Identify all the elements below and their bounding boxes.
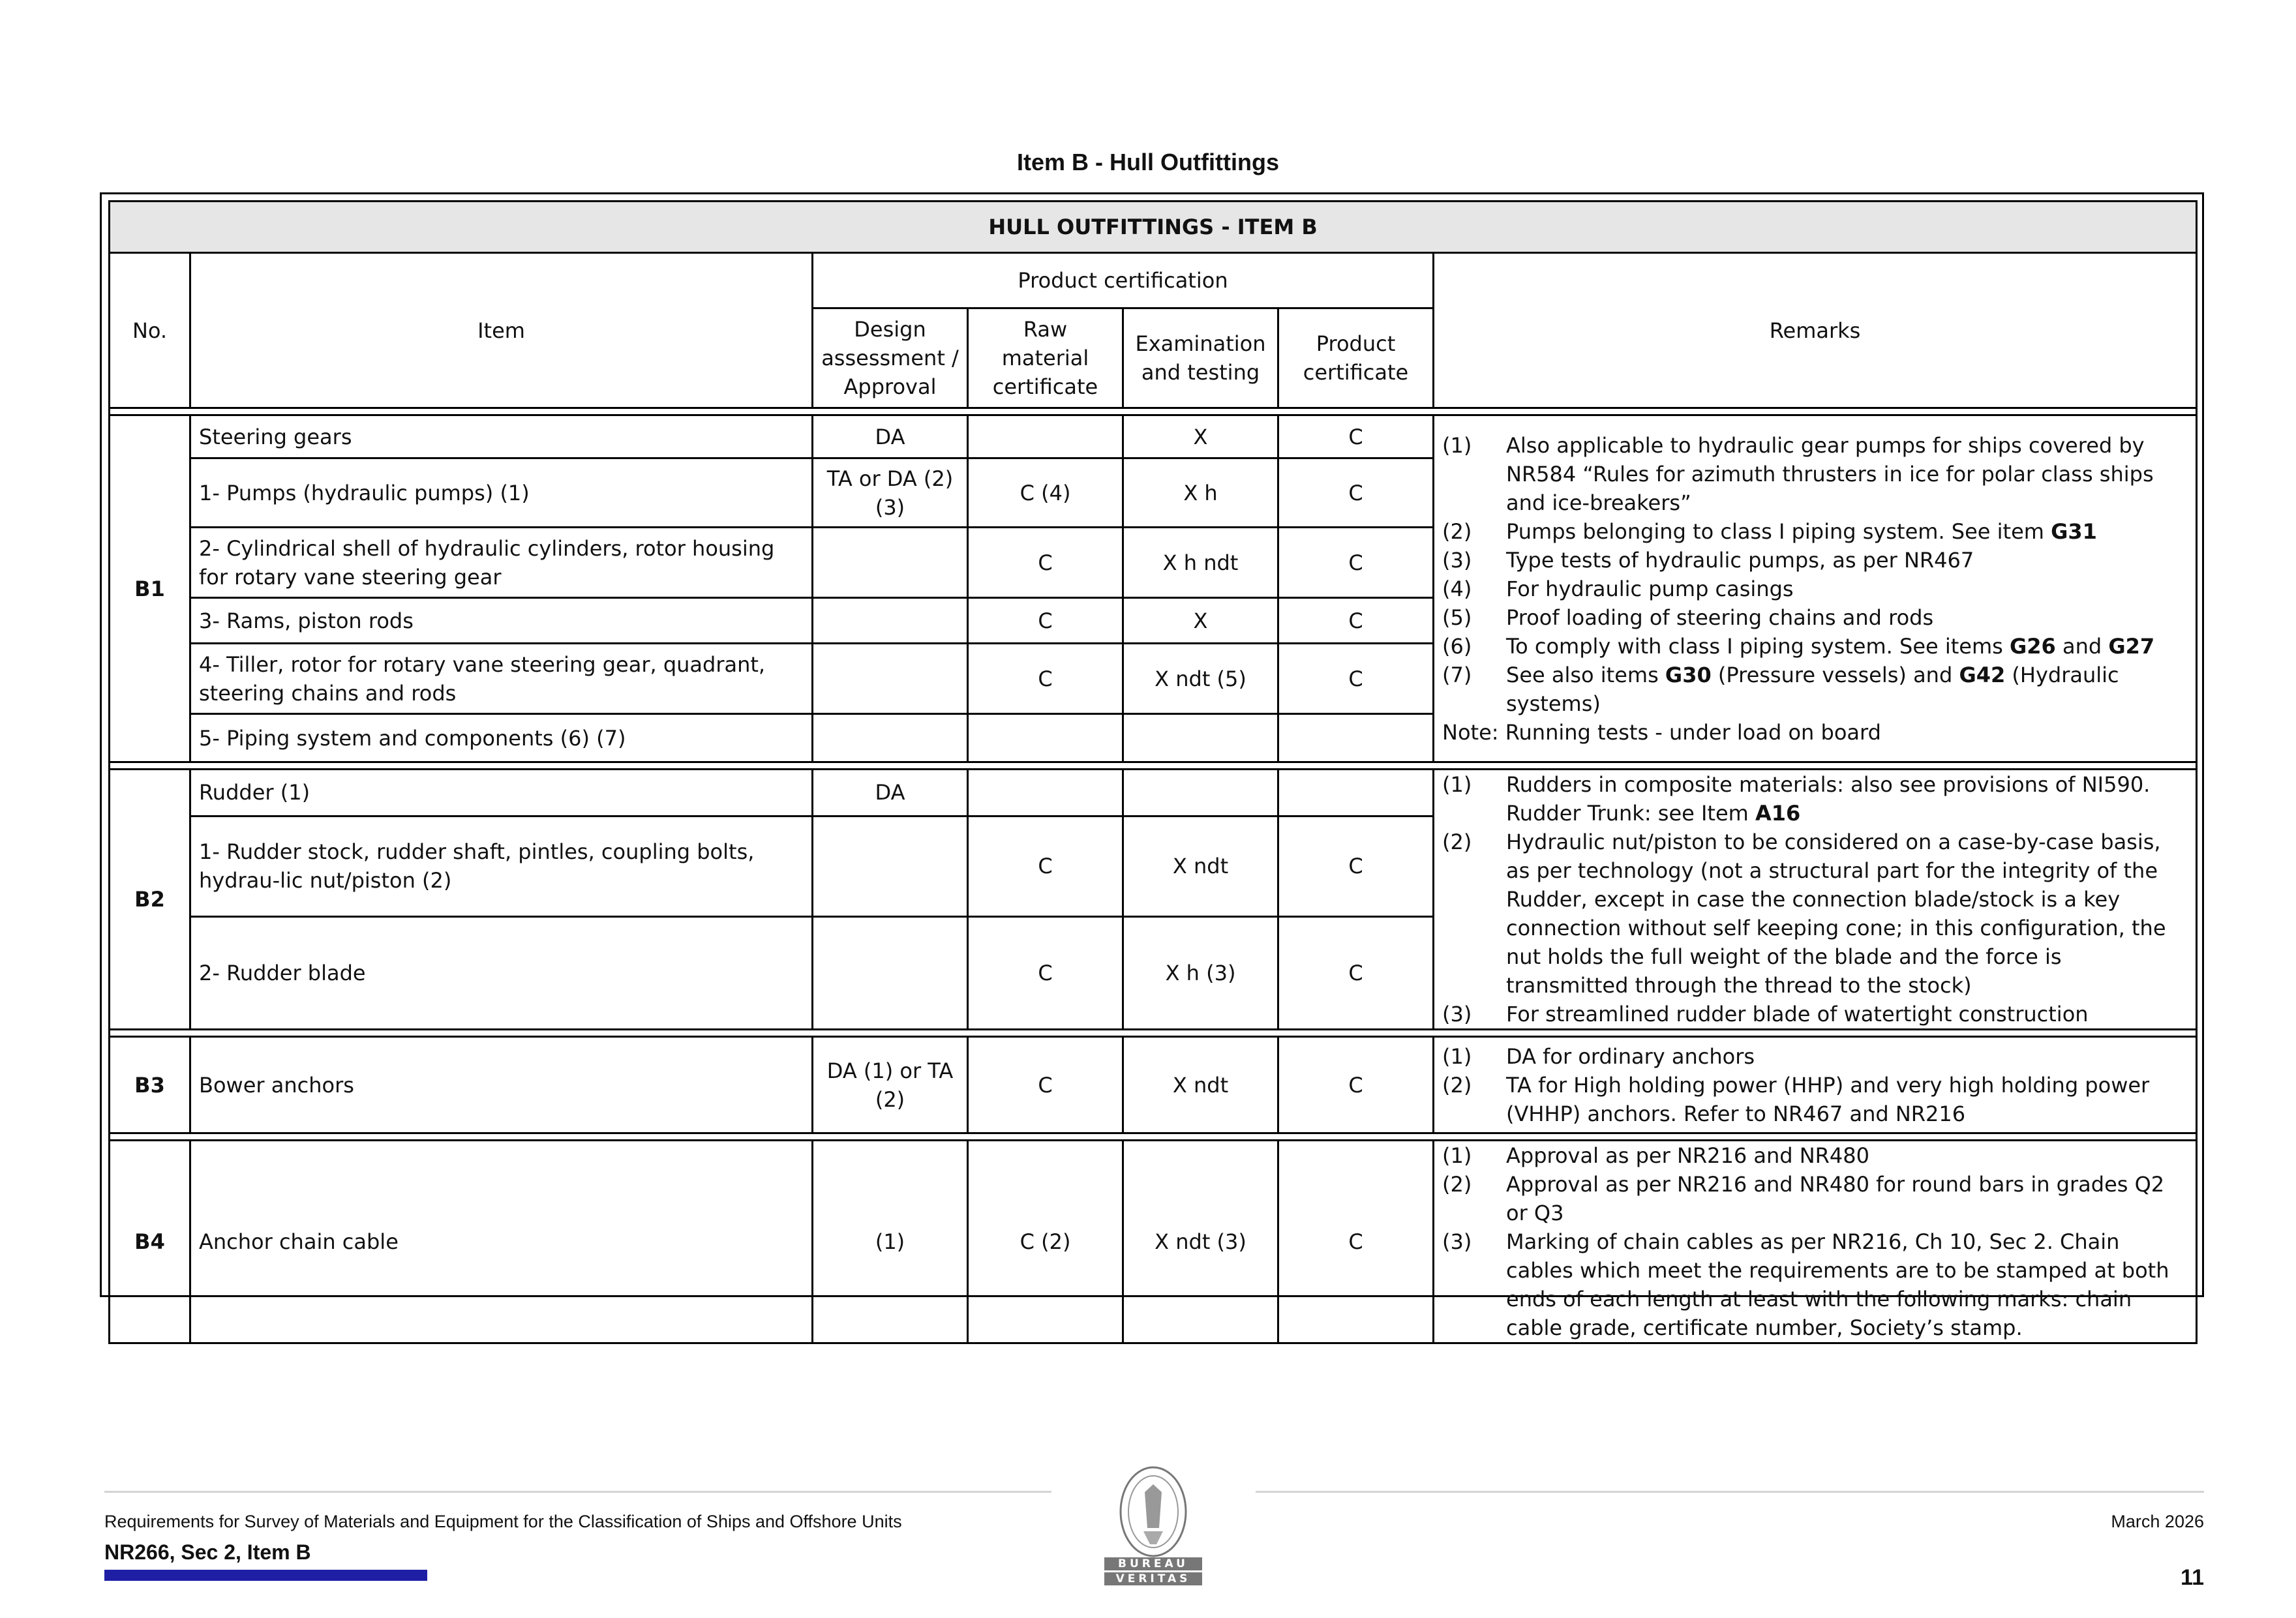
footer-date: March 2026 bbox=[2111, 1512, 2204, 1531]
item-cell: 1- Pumps (hydraulic pumps) (1) bbox=[190, 458, 813, 528]
remark-item bbox=[1442, 661, 2188, 718]
product-certificate-cell: C bbox=[1278, 816, 1434, 916]
raw-material-cell: C (4) bbox=[968, 458, 1123, 528]
raw-material-cell: C bbox=[968, 528, 1123, 598]
product-certificate-cell: C bbox=[1278, 1037, 1434, 1133]
remark-item-reference: G26 bbox=[2010, 633, 2056, 659]
remark-text-part: Rudders in composite materials: also see provisions of NI590. Rudder Trunk: see Item bbox=[1506, 772, 2151, 826]
remark-text-part: Type tests of hydraulic pumps, as per NR467 bbox=[1506, 547, 1974, 573]
product-certificate-cell bbox=[1278, 714, 1434, 762]
remark-text bbox=[1506, 1071, 2188, 1128]
examination-cell: X ndt bbox=[1123, 1037, 1278, 1133]
header-remarks: Remarks bbox=[1434, 253, 2197, 408]
examination-cell: X h bbox=[1123, 458, 1278, 528]
raw-material-cell: C bbox=[968, 1037, 1123, 1133]
remark-key: (2) bbox=[1442, 518, 1472, 544]
remark-item-reference: A16 bbox=[1755, 801, 1801, 826]
table-row bbox=[110, 1037, 2197, 1133]
examination-cell: X bbox=[1123, 598, 1278, 644]
remark-text bbox=[1506, 1000, 2188, 1028]
remark-text bbox=[1506, 1170, 2188, 1227]
examination-cell: X ndt (5) bbox=[1123, 644, 1278, 714]
remark-text-part: TA for High holding power (HHP) and very high holding power (VHHP) anchors. Refer to NR467 and NR216 bbox=[1506, 1072, 2150, 1126]
table-row bbox=[110, 770, 2197, 816]
group-separator bbox=[110, 408, 2197, 415]
design-cell bbox=[813, 528, 968, 598]
remark-item bbox=[1442, 1071, 2188, 1128]
remarks-list bbox=[1442, 431, 2188, 747]
remark-item bbox=[1442, 1227, 2188, 1342]
remark-key: (1) bbox=[1442, 432, 1472, 458]
remark-text bbox=[1506, 828, 2188, 1000]
remark-item-reference: G27 bbox=[2108, 633, 2155, 659]
remark-item-reference: G42 bbox=[1959, 662, 2006, 687]
design-cell: DA bbox=[813, 770, 968, 816]
remark-item bbox=[1442, 603, 2188, 632]
item-cell: Steering gears bbox=[190, 415, 813, 458]
header-item: Item bbox=[190, 253, 813, 408]
remark-text bbox=[1506, 517, 2188, 546]
remark-key: (3) bbox=[1442, 547, 1472, 573]
remark-item bbox=[1442, 1042, 2188, 1071]
item-cell: 2- Rudder blade bbox=[190, 916, 813, 1030]
remark-item bbox=[1442, 1170, 2188, 1227]
logo-word-2: VERITAS bbox=[1104, 1572, 1202, 1585]
remark-item-reference: G31 bbox=[2051, 518, 2097, 544]
remarks-list bbox=[1442, 1141, 2188, 1342]
footer-reference: NR266, Sec 2, Item B bbox=[104, 1540, 311, 1564]
examination-cell bbox=[1123, 714, 1278, 762]
header-raw-material: Raw material certificate bbox=[968, 308, 1123, 408]
product-certificate-cell: C bbox=[1278, 916, 1434, 1030]
item-cell: Bower anchors bbox=[190, 1037, 813, 1133]
remark-key: (6) bbox=[1442, 633, 1472, 659]
remark-text bbox=[1506, 1141, 2188, 1170]
remark-text bbox=[1506, 546, 2188, 575]
raw-material-cell bbox=[968, 714, 1123, 762]
remark-key: (1) bbox=[1442, 1043, 1472, 1069]
remark-text-part: For hydraulic pump casings bbox=[1506, 576, 1794, 601]
remark-item bbox=[1442, 431, 2188, 517]
raw-material-cell: C bbox=[968, 816, 1123, 916]
remark-key: (2) bbox=[1442, 1072, 1472, 1098]
remarks-list bbox=[1442, 770, 2188, 1028]
remark-text-part: (Pressure vessels) and bbox=[1711, 662, 1959, 687]
remark-text-part: Pumps belonging to class I piping system. See item bbox=[1506, 518, 2051, 544]
header-product-certificate: Product certificate bbox=[1278, 308, 1434, 408]
table-band-title: HULL OUTFITTINGS - ITEM B bbox=[110, 202, 2197, 253]
raw-material-cell: C bbox=[968, 644, 1123, 714]
logo-word-1: BUREAU bbox=[1104, 1557, 1202, 1570]
group-separator-cell bbox=[110, 1133, 2197, 1141]
group-number: B4 bbox=[110, 1141, 190, 1343]
raw-material-cell bbox=[968, 770, 1123, 816]
remark-text-part: (Hydraulic systems) bbox=[1506, 662, 2119, 716]
item-cell: Rudder (1) bbox=[190, 770, 813, 816]
remark-key: (2) bbox=[1442, 1172, 1472, 1197]
raw-material-cell bbox=[968, 415, 1123, 458]
group-number: B2 bbox=[110, 770, 190, 1030]
product-certificate-cell: C bbox=[1278, 598, 1434, 644]
remark-key: (3) bbox=[1442, 1229, 1472, 1254]
item-cell: 5- Piping system and components (6) (7) bbox=[190, 714, 813, 762]
footer-document-title: Requirements for Survey of Materials and Equipment for the Classification of Ships and Offshore Units bbox=[104, 1512, 902, 1531]
remark-text bbox=[1506, 603, 2188, 632]
remarks-cell bbox=[1434, 415, 2197, 762]
raw-material-cell: C bbox=[968, 598, 1123, 644]
remark-text-part: Also applicable to hydraulic gear pumps for ships covered by NR584 “Rules for azimuth thrusters in ice for polar class ships and ice-breakers” bbox=[1506, 432, 2154, 515]
design-cell: DA bbox=[813, 415, 968, 458]
footer-rule-left bbox=[104, 1491, 1051, 1493]
remarks-cell bbox=[1434, 1141, 2197, 1343]
remark-key: (1) bbox=[1442, 1143, 1472, 1168]
remark-text-part: See also items bbox=[1506, 662, 1665, 687]
remark-item bbox=[1442, 828, 2188, 1000]
examination-cell: X h (3) bbox=[1123, 916, 1278, 1030]
examination-cell: X h ndt bbox=[1123, 528, 1278, 598]
remark-text bbox=[1506, 1227, 2188, 1342]
remark-text-part: Hydraulic nut/piston to be considered on a case-by-case basis, as per technology (not a structural part for the integrity of the Rudder, except in case the connection blade/stock is a key connection without self keeping cone; in this configuration, the nut holds the full weight of the blade and the force is transmitted through the thread to the stock) bbox=[1506, 830, 2166, 998]
remark-text bbox=[1506, 770, 2188, 828]
design-cell: TA or DA (2) (3) bbox=[813, 458, 968, 528]
remark-key: (2) bbox=[1442, 830, 1472, 854]
header-design: Design assessment / Approval bbox=[813, 308, 968, 408]
hull-outfittings-table bbox=[108, 200, 2198, 1344]
remark-item bbox=[1442, 1000, 2188, 1028]
group-number: B3 bbox=[110, 1037, 190, 1133]
group-separator bbox=[110, 762, 2197, 770]
remark-text bbox=[1506, 661, 2188, 718]
group-separator-cell bbox=[110, 1030, 2197, 1037]
remark-text-part: Approval as per NR216 and NR480 bbox=[1506, 1143, 1869, 1168]
header-examination: Examination and testing bbox=[1123, 308, 1278, 408]
design-cell bbox=[813, 714, 968, 762]
remark-item bbox=[1442, 575, 2188, 603]
examination-cell: X ndt (3) bbox=[1123, 1141, 1278, 1343]
item-cell: 1- Rudder stock, rudder shaft, pintles, coupling bolts, hydrau-lic nut/piston (2) bbox=[190, 816, 813, 916]
raw-material-cell: C (2) bbox=[968, 1141, 1123, 1343]
remark-text bbox=[1506, 1042, 2188, 1071]
table-row bbox=[110, 415, 2197, 458]
examination-cell: X bbox=[1123, 415, 1278, 458]
raw-material-cell: C bbox=[968, 916, 1123, 1030]
remark-item-reference: G30 bbox=[1665, 662, 1712, 687]
remarks-cell bbox=[1434, 1037, 2197, 1133]
item-cell: 4- Tiller, rotor for rotary vane steering gear, quadrant, steering chains and rods bbox=[190, 644, 813, 714]
design-cell bbox=[813, 916, 968, 1030]
examination-cell bbox=[1123, 770, 1278, 816]
footer-rule-right bbox=[1256, 1491, 2204, 1493]
group-separator-cell bbox=[110, 762, 2197, 770]
group-number: B1 bbox=[110, 415, 190, 762]
group-separator bbox=[110, 1030, 2197, 1037]
design-cell bbox=[813, 644, 968, 714]
remarks-list bbox=[1442, 1042, 2188, 1128]
remark-text-part: For streamlined rudder blade of watertight construction bbox=[1506, 1002, 2089, 1026]
remark-text-part: and bbox=[2055, 633, 2109, 659]
remark-item bbox=[1442, 546, 2188, 575]
product-certificate-cell bbox=[1278, 770, 1434, 816]
remark-text bbox=[1506, 431, 2188, 517]
remark-key: (1) bbox=[1442, 772, 1472, 797]
design-cell: DA (1) or TA (2) bbox=[813, 1037, 968, 1133]
remark-item bbox=[1442, 517, 2188, 546]
product-certificate-cell: C bbox=[1278, 1141, 1434, 1343]
design-cell: (1) bbox=[813, 1141, 968, 1343]
remarks-cell bbox=[1434, 770, 2197, 1030]
remark-key: (7) bbox=[1442, 662, 1472, 687]
examination-cell: X ndt bbox=[1123, 816, 1278, 916]
header-no: No. bbox=[110, 253, 190, 408]
page-title: Item B - Hull Outfittings bbox=[1017, 149, 1279, 175]
remark-item bbox=[1442, 1141, 2188, 1170]
remark-item bbox=[1442, 632, 2188, 661]
remark-key: (5) bbox=[1442, 605, 1472, 630]
remark-text bbox=[1506, 575, 2188, 603]
remark-key: (4) bbox=[1442, 576, 1472, 601]
product-certificate-cell: C bbox=[1278, 458, 1434, 528]
design-cell bbox=[813, 598, 968, 644]
remark-text-part: Approval as per NR216 and NR480 for round bars in grades Q2 or Q3 bbox=[1506, 1172, 2165, 1225]
product-certificate-cell: C bbox=[1278, 528, 1434, 598]
footer-accent-bar bbox=[104, 1570, 427, 1581]
item-cell: 2- Cylindrical shell of hydraulic cylinders, rotor housing for rotary vane steering gear bbox=[190, 528, 813, 598]
product-certificate-cell: C bbox=[1278, 644, 1434, 714]
table-row bbox=[110, 1141, 2197, 1343]
remark-text-part: Proof loading of steering chains and rods bbox=[1506, 605, 1934, 630]
remark-text-part: DA for ordinary anchors bbox=[1506, 1043, 1755, 1069]
group-separator bbox=[110, 1133, 2197, 1141]
item-cell: 3- Rams, piston rods bbox=[190, 598, 813, 644]
remark-key: (3) bbox=[1442, 1002, 1472, 1026]
design-cell bbox=[813, 816, 968, 916]
group-separator-cell bbox=[110, 408, 2197, 415]
header-product-certification: Product certification bbox=[813, 253, 1434, 308]
remark-item bbox=[1442, 770, 2188, 828]
page-number: 11 bbox=[2181, 1565, 2204, 1590]
remark-note: Note: Running tests - under load on board bbox=[1442, 719, 1881, 745]
remark-text bbox=[1506, 632, 2188, 661]
remark-text-part: Marking of chain cables as per NR216, Ch 10, Sec 2. Chain cables which meet the requirements are to be stamped at both ends of each length at least with the following marks: chain cable grade, certificate number, Society’s stamp. bbox=[1506, 1229, 2169, 1340]
item-cell: Anchor chain cable bbox=[190, 1141, 813, 1343]
product-certificate-cell: C bbox=[1278, 415, 1434, 458]
remark-text-part: To comply with class I piping system. See items bbox=[1506, 633, 2010, 659]
